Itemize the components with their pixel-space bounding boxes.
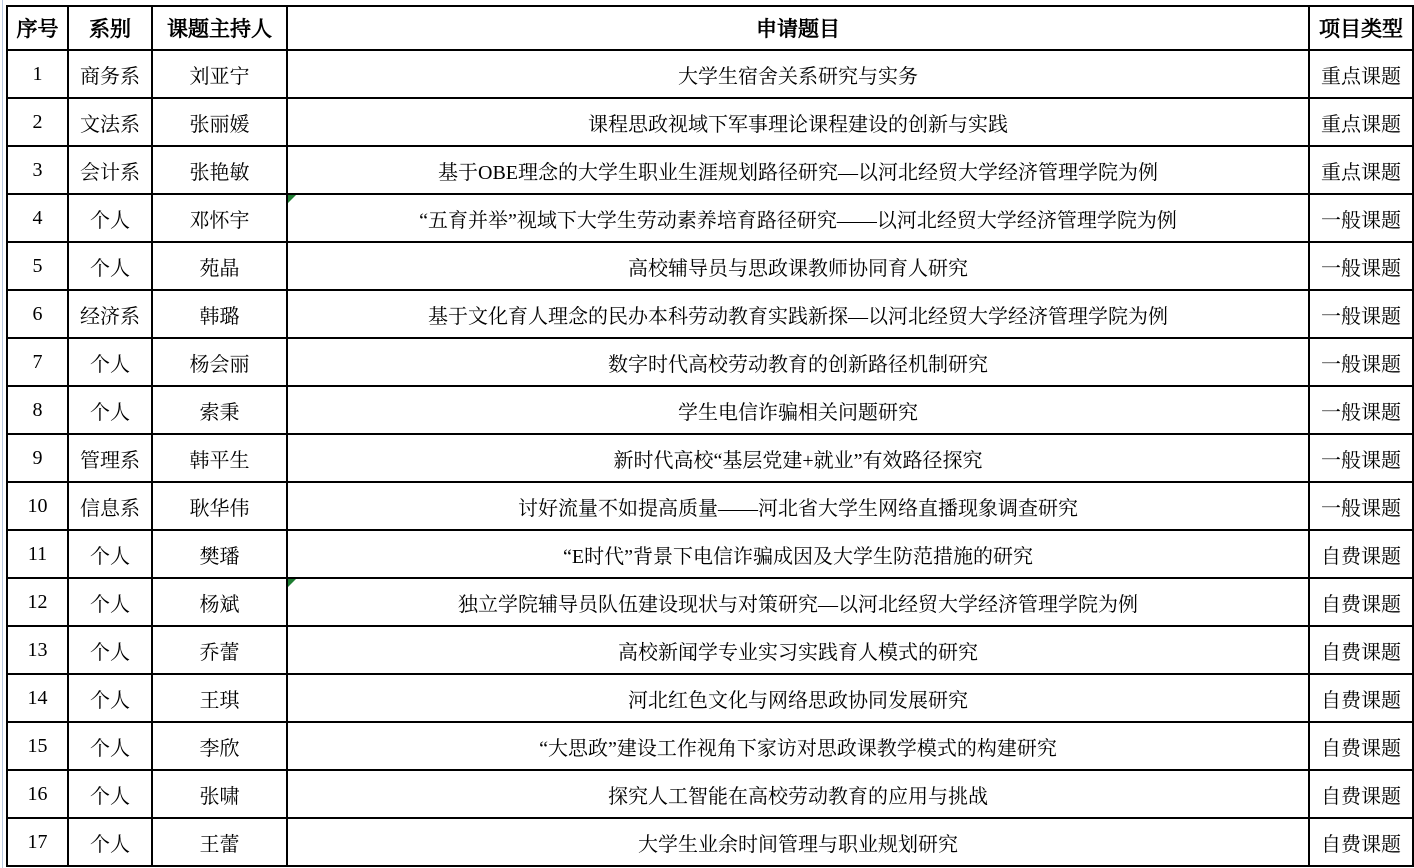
- cell-text-type: 一般课题: [1321, 449, 1401, 472]
- cell-no[interactable]: [7, 722, 68, 770]
- cell-text-no: 3: [32, 158, 43, 181]
- cell-leader[interactable]: [152, 194, 287, 242]
- table-row: [7, 98, 1413, 146]
- cell-text-title: 基于OBE理念的大学生职业生涯规划路径研究—以河北经贸大学经济管理学院为例: [438, 161, 1158, 184]
- cell-text-no: 7: [32, 350, 43, 373]
- cell-text-no: 14: [27, 686, 48, 709]
- table-row: [7, 482, 1413, 530]
- cell-title[interactable]: [287, 386, 1309, 434]
- cell-dept[interactable]: [68, 530, 152, 578]
- cell-text-leader: 王琪: [199, 689, 240, 712]
- cell-leader[interactable]: [152, 338, 287, 386]
- cell-title[interactable]: [287, 578, 1309, 626]
- cell-dept[interactable]: [68, 434, 152, 482]
- cell-title[interactable]: [287, 434, 1309, 482]
- cell-text-type: 重点课题: [1321, 65, 1401, 88]
- cell-type[interactable]: [1309, 626, 1413, 674]
- cell-text-dept: 个人: [90, 353, 130, 376]
- cell-type[interactable]: [1309, 722, 1413, 770]
- cell-title[interactable]: [287, 146, 1309, 194]
- header-cell-title[interactable]: [287, 6, 1309, 50]
- cell-title[interactable]: [287, 770, 1309, 818]
- header-label-type: 项目类型: [1319, 17, 1403, 41]
- cell-no[interactable]: [7, 338, 68, 386]
- cell-text-type: 一般课题: [1321, 497, 1401, 520]
- cell-text-leader: 乔蕾: [199, 641, 240, 664]
- cell-text-no: 16: [27, 782, 48, 805]
- cell-text-type: 自费课题: [1321, 641, 1401, 664]
- cell-text-type: 重点课题: [1321, 113, 1401, 136]
- table-row: [7, 818, 1413, 866]
- cell-dept[interactable]: [68, 818, 152, 866]
- cell-leader[interactable]: [152, 578, 287, 626]
- cell-text-leader: 杨斌: [199, 593, 240, 616]
- cell-dept[interactable]: [68, 146, 152, 194]
- cell-text-title: 高校新闻学专业实习实践育人模式的研究: [618, 641, 978, 664]
- cell-no[interactable]: [7, 146, 68, 194]
- table-row: [7, 770, 1413, 818]
- cell-leader[interactable]: [152, 242, 287, 290]
- cell-text-dept: 个人: [90, 785, 130, 808]
- cell-title[interactable]: [287, 674, 1309, 722]
- cell-text-no: 13: [27, 638, 48, 661]
- cell-leader[interactable]: [152, 722, 287, 770]
- table-row: [7, 386, 1413, 434]
- cell-type[interactable]: [1309, 146, 1413, 194]
- table-header-row: [7, 6, 1413, 50]
- cell-text-title: 讨好流量不如提高质量——河北省大学生网络直播现象调查研究: [518, 497, 1078, 520]
- cell-text-type: 一般课题: [1321, 257, 1401, 280]
- cell-dept[interactable]: [68, 50, 152, 98]
- table-row: [7, 290, 1413, 338]
- cell-no[interactable]: [7, 482, 68, 530]
- cell-dept[interactable]: [68, 770, 152, 818]
- cell-text-leader: 张艳敏: [189, 161, 250, 184]
- cell-no[interactable]: [7, 242, 68, 290]
- cell-text-no: 8: [32, 398, 43, 421]
- cell-type[interactable]: [1309, 434, 1413, 482]
- cell-text-dept: 个人: [90, 257, 130, 280]
- cell-text-dept: 个人: [90, 689, 130, 712]
- cell-text-title: 课程思政视域下军事理论课程建设的创新与实践: [588, 113, 1008, 136]
- table-row: [7, 530, 1413, 578]
- cell-type[interactable]: [1309, 770, 1413, 818]
- cell-text-title: 数字时代高校劳动教育的创新路径机制研究: [608, 353, 988, 376]
- cell-no[interactable]: [7, 194, 68, 242]
- cell-text-dept: 个人: [90, 593, 130, 616]
- cell-text-leader: 韩璐: [199, 305, 240, 328]
- cell-text-dept: 文法系: [80, 113, 140, 136]
- cell-text-no: 15: [27, 734, 48, 757]
- cell-title[interactable]: [287, 722, 1309, 770]
- header-cell-no[interactable]: [7, 6, 68, 50]
- cell-no[interactable]: [7, 386, 68, 434]
- cell-dept[interactable]: [68, 674, 152, 722]
- cell-text-leader: 杨会丽: [189, 353, 250, 376]
- cell-dept[interactable]: [68, 578, 152, 626]
- cell-text-title: 大学生业余时间管理与职业规划研究: [638, 833, 958, 856]
- table-row: [7, 338, 1413, 386]
- cell-text-dept: 信息系: [80, 497, 140, 520]
- cell-leader[interactable]: [152, 674, 287, 722]
- excel-gridline: [2, 0, 3, 868]
- cell-title[interactable]: [287, 626, 1309, 674]
- cell-text-no: 6: [32, 302, 43, 325]
- cell-dept[interactable]: [68, 290, 152, 338]
- cell-type[interactable]: [1309, 242, 1413, 290]
- cell-type[interactable]: [1309, 386, 1413, 434]
- cell-title[interactable]: [287, 290, 1309, 338]
- cell-text-no: 1: [32, 62, 43, 85]
- cell-leader[interactable]: [152, 434, 287, 482]
- cell-text-type: 重点课题: [1321, 161, 1401, 184]
- cell-dept[interactable]: [68, 338, 152, 386]
- table-body: [7, 50, 1413, 866]
- cell-no[interactable]: [7, 578, 68, 626]
- cell-text-type: 一般课题: [1321, 209, 1401, 232]
- header-cell-leader[interactable]: [152, 6, 287, 50]
- cell-text-title: “大思政”建设工作视角下家访对思政课教学模式的构建研究: [539, 737, 1057, 760]
- table-row: [7, 434, 1413, 482]
- cell-no[interactable]: [7, 290, 68, 338]
- cell-leader[interactable]: [152, 770, 287, 818]
- cell-text-title: “E时代”背景下电信诈骗成因及大学生防范措施的研究: [563, 545, 1033, 568]
- cell-no[interactable]: [7, 530, 68, 578]
- cell-leader[interactable]: [152, 290, 287, 338]
- cell-text-leader: 邓怀宇: [189, 209, 250, 232]
- cell-type[interactable]: [1309, 530, 1413, 578]
- header-cell-type[interactable]: [1309, 6, 1413, 50]
- cell-text-no: 9: [32, 446, 43, 469]
- cell-leader[interactable]: [152, 50, 287, 98]
- table-row: [7, 194, 1413, 242]
- cell-type[interactable]: [1309, 290, 1413, 338]
- cell-type[interactable]: [1309, 98, 1413, 146]
- cell-no[interactable]: [7, 50, 68, 98]
- cell-leader[interactable]: [152, 98, 287, 146]
- cell-no[interactable]: [7, 818, 68, 866]
- cell-type[interactable]: [1309, 338, 1413, 386]
- cell-no[interactable]: [7, 674, 68, 722]
- cell-leader[interactable]: [152, 482, 287, 530]
- cell-type[interactable]: [1309, 50, 1413, 98]
- cell-title[interactable]: [287, 98, 1309, 146]
- cell-text-title: 新时代高校“基层党建+就业”有效路径探究: [613, 449, 983, 472]
- cell-text-leader: 张啸: [199, 785, 240, 808]
- cell-text-title: 河北红色文化与网络思政协同发展研究: [628, 689, 968, 712]
- cell-leader[interactable]: [152, 386, 287, 434]
- green-corner-marker-icon: [288, 195, 296, 203]
- cell-text-type: 一般课题: [1321, 401, 1401, 424]
- header-label-leader: 课题主持人: [167, 17, 272, 41]
- cell-text-no: 11: [27, 542, 48, 565]
- cell-text-dept: 管理系: [80, 449, 140, 472]
- table-row: [7, 722, 1413, 770]
- cell-text-leader: 王蕾: [199, 833, 240, 856]
- cell-text-type: 自费课题: [1321, 593, 1401, 616]
- cell-dept[interactable]: [68, 98, 152, 146]
- cell-leader[interactable]: [152, 626, 287, 674]
- table-row: [7, 578, 1413, 626]
- cell-text-type: 自费课题: [1321, 737, 1401, 760]
- cell-dept[interactable]: [68, 242, 152, 290]
- project-application-table: [6, 5, 1414, 867]
- cell-title[interactable]: [287, 338, 1309, 386]
- cell-dept[interactable]: [68, 194, 152, 242]
- cell-title[interactable]: [287, 530, 1309, 578]
- cell-text-title: 探究人工智能在高校劳动教育的应用与挑战: [608, 785, 988, 808]
- cell-text-dept: 商务系: [80, 65, 140, 88]
- cell-text-leader: 韩平生: [189, 449, 250, 472]
- cell-title[interactable]: [287, 194, 1309, 242]
- cell-no[interactable]: [7, 770, 68, 818]
- table-row: [7, 674, 1413, 722]
- cell-text-leader: 刘亚宁: [189, 65, 250, 88]
- cell-text-title: “五育并举”视域下大学生劳动素养培育路径研究——以河北经贸大学经济管理学院为例: [419, 209, 1177, 232]
- cell-title[interactable]: [287, 242, 1309, 290]
- header-cell-dept[interactable]: [68, 6, 152, 50]
- cell-text-title: 高校辅导员与思政课教师协同育人研究: [628, 257, 968, 280]
- header-label-no: 序号: [16, 17, 59, 41]
- cell-text-dept: 个人: [90, 209, 130, 232]
- cell-text-leader: 樊璠: [199, 545, 240, 568]
- table-row: [7, 146, 1413, 194]
- cell-text-leader: 索秉: [199, 401, 240, 424]
- cell-text-leader: 苑晶: [199, 257, 240, 280]
- cell-no[interactable]: [7, 98, 68, 146]
- cell-dept[interactable]: [68, 482, 152, 530]
- cell-text-no: 2: [32, 110, 43, 133]
- cell-text-title: 学生电信诈骗相关问题研究: [678, 401, 918, 424]
- cell-type[interactable]: [1309, 674, 1413, 722]
- cell-type[interactable]: [1309, 578, 1413, 626]
- green-corner-marker-icon: [288, 579, 296, 587]
- cell-type[interactable]: [1309, 818, 1413, 866]
- cell-title[interactable]: [287, 50, 1309, 98]
- cell-text-dept: 个人: [90, 833, 130, 856]
- cell-text-dept: 经济系: [80, 305, 140, 328]
- cell-text-title: 基于文化育人理念的民办本科劳动教育实践新探—以河北经贸大学经济管理学院为例: [428, 305, 1168, 328]
- cell-text-no: 12: [27, 590, 48, 613]
- header-label-title: 申请题目: [756, 17, 840, 41]
- cell-text-type: 自费课题: [1321, 689, 1401, 712]
- cell-text-title: 独立学院辅导员队伍建设现状与对策研究—以河北经贸大学经济管理学院为例: [458, 593, 1138, 616]
- cell-text-no: 10: [27, 494, 48, 517]
- cell-text-no: 5: [32, 254, 43, 277]
- cell-text-leader: 李欣: [199, 737, 240, 760]
- cell-dept[interactable]: [68, 386, 152, 434]
- cell-text-dept: 个人: [90, 641, 130, 664]
- cell-text-title: 大学生宿舍关系研究与实务: [678, 65, 918, 88]
- cell-text-leader: 张丽媛: [189, 113, 250, 136]
- table-row: [7, 626, 1413, 674]
- cell-text-type: 一般课题: [1321, 353, 1401, 376]
- cell-text-type: 一般课题: [1321, 305, 1401, 328]
- table-row: [7, 242, 1413, 290]
- cell-text-type: 自费课题: [1321, 545, 1401, 568]
- cell-leader[interactable]: [152, 146, 287, 194]
- cell-text-no: 17: [27, 830, 48, 853]
- table-row: [7, 50, 1413, 98]
- cell-type[interactable]: [1309, 194, 1413, 242]
- cell-text-leader: 耿华伟: [189, 497, 250, 520]
- cell-type[interactable]: [1309, 482, 1413, 530]
- cell-leader[interactable]: [152, 818, 287, 866]
- cell-no[interactable]: [7, 434, 68, 482]
- cell-title[interactable]: [287, 482, 1309, 530]
- cell-text-type: 自费课题: [1321, 833, 1401, 856]
- cell-dept[interactable]: [68, 626, 152, 674]
- cell-text-dept: 个人: [90, 401, 130, 424]
- cell-no[interactable]: [7, 626, 68, 674]
- cell-text-type: 自费课题: [1321, 785, 1401, 808]
- header-label-dept: 系别: [89, 17, 131, 41]
- cell-text-dept: 会计系: [80, 161, 140, 184]
- cell-dept[interactable]: [68, 722, 152, 770]
- cell-text-dept: 个人: [90, 737, 130, 760]
- cell-text-dept: 个人: [90, 545, 130, 568]
- cell-title[interactable]: [287, 818, 1309, 866]
- cell-leader[interactable]: [152, 530, 287, 578]
- cell-text-no: 4: [32, 206, 43, 229]
